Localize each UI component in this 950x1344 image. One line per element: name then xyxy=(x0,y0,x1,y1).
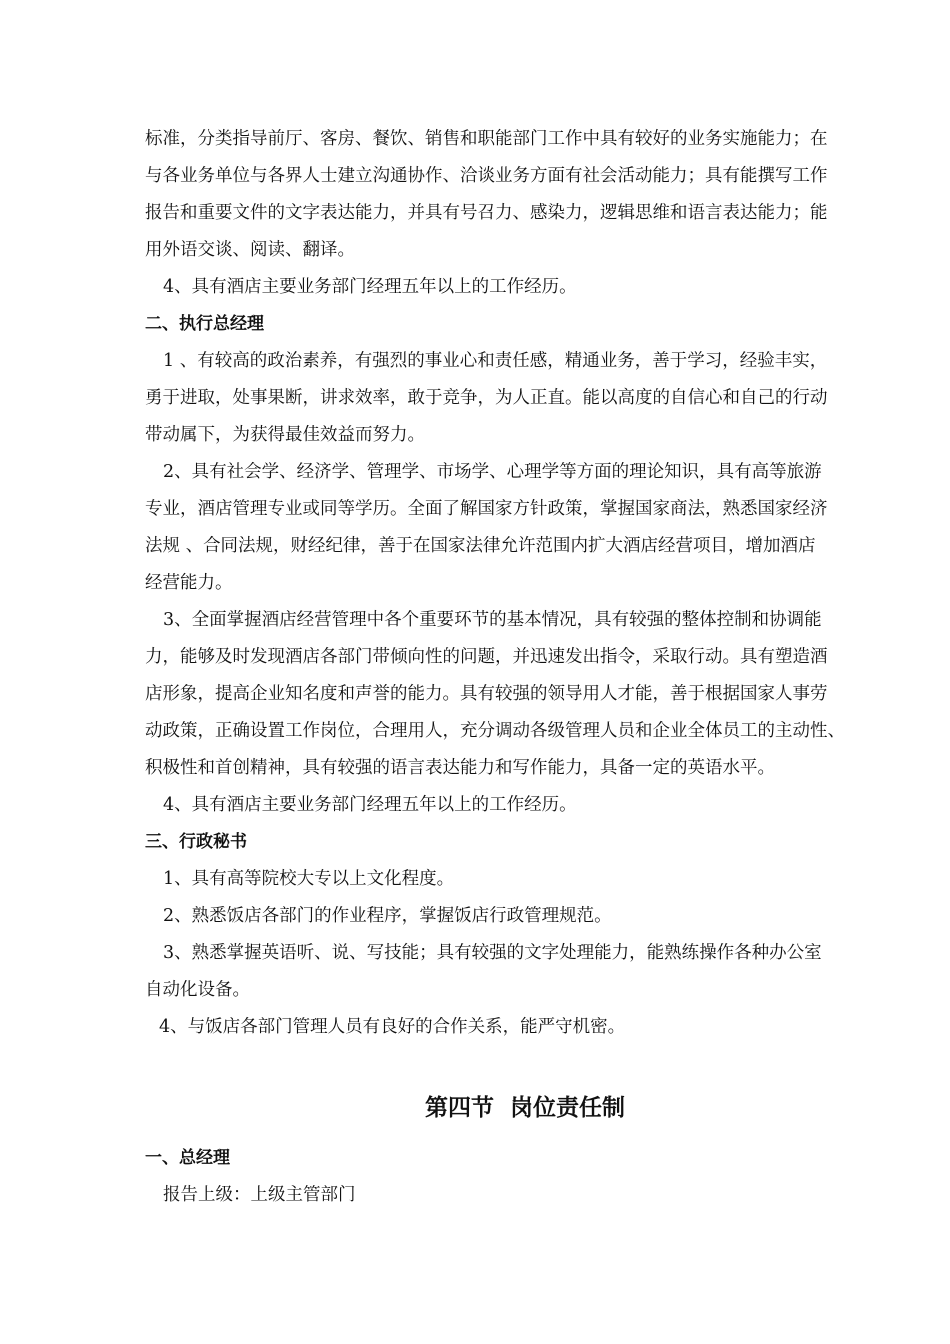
text-line: 报告上级：上级主管部门 xyxy=(163,1185,356,1205)
text-line: 报告和重要文件的文字表达能力，并具有号召力、感染力，逻辑思维和语言表达能力；能 xyxy=(145,203,828,223)
text-line: 经营能力。 xyxy=(145,573,233,593)
text-line: 店形象，提高企业知名度和声誉的能力。具有较强的领导用人才能，善于根据国家人事劳 xyxy=(145,684,828,704)
text-line: 1、具有高等院校大专以上文化程度。 xyxy=(163,869,455,889)
text-line: 用外语交谈、阅读、翻译。 xyxy=(145,240,355,260)
text-line: 法规 、合同法规，财经纪律，善于在国家法律允许范围内扩大酒店经营项目，增加酒店 xyxy=(145,536,816,556)
document-body xyxy=(145,121,905,1046)
text-line: 带动属下，为获得最佳效益而努力。 xyxy=(145,425,425,445)
section-title: 第四节 岗位责任制 xyxy=(424,1095,625,1121)
text-line: 3、熟悉掌握英语听、说、写技能；具有较强的文字处理能力，能熟练操作各种办公室 xyxy=(163,943,822,963)
text-line: 1 、有较高的政治素养，有强烈的事业心和责任感，精通业务，善于学习，经验丰实， xyxy=(163,351,828,371)
section-heading-executive-gm: 二、执行总经理 xyxy=(145,314,264,334)
text-line: 标准，分类指导前厅、客房、餐饮、销售和职能部门工作中具有较好的业务实施能力；在 xyxy=(145,129,828,149)
text-line: 与各业务单位与各界人士建立沟通协作、洽谈业务方面有社会活动能力；具有能撰写工作 xyxy=(145,166,828,186)
text-line: 力，能够及时发现酒店各部门带倾向性的问题，并迅速发出指令，采取行动。具有塑造酒 xyxy=(145,647,828,667)
text-line: 专业，酒店管理专业或同等学历。全面了解国家方针政策，掌握国家商法，熟悉国家经济 xyxy=(145,499,828,519)
text-line: 4、与饭店各部门管理人员有良好的合作关系，能严守机密。 xyxy=(159,1017,626,1037)
text-line: 勇于进取，处事果断，讲求效率，敢于竞争，为人正直。能以高度的自信心和自己的行动 xyxy=(145,388,828,408)
text-line: 积极性和首创精神，具有较强的语言表达能力和写作能力，具备一定的英语水平。 xyxy=(145,758,775,778)
text-line: 2、熟悉饭店各部门的作业程序，掌握饭店行政管理规范。 xyxy=(163,906,612,926)
text-line: 动政策，正确设置工作岗位，合理用人，充分调动各级管理人员和企业全体员工的主动性、 xyxy=(145,721,845,741)
text-line: 4、具有酒店主要业务部门经理五年以上的工作经历。 xyxy=(163,795,577,815)
text-line: 4、具有酒店主要业务部门经理五年以上的工作经历。 xyxy=(163,277,577,297)
text-line: 2、具有社会学、经济学、管理学、市场学、心理学等方面的理论知识，具有高等旅游 xyxy=(163,462,822,482)
section-heading-gm: 一、总经理 xyxy=(145,1148,230,1168)
section-heading-admin-secretary: 三、行政秘书 xyxy=(145,832,247,852)
section-body xyxy=(145,1140,905,1214)
text-line: 自动化设备。 xyxy=(145,980,250,1000)
text-line: 3、全面掌握酒店经营管理中各个重要环节的基本情况，具有较强的整体控制和协调能 xyxy=(163,610,822,630)
